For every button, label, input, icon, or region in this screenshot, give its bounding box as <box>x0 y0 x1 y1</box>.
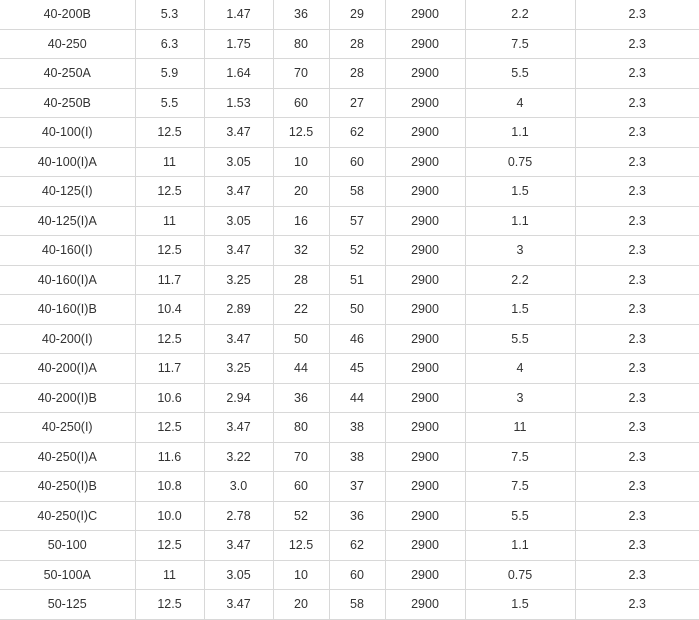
cell-power: 5.5 <box>465 59 575 89</box>
cell-head_value: 1.64 <box>204 59 273 89</box>
table-row <box>0 88 699 118</box>
table-row <box>0 413 699 443</box>
cell-npsh: 2.3 <box>575 354 699 384</box>
cell-model: 40-160(I)A <box>0 265 135 295</box>
cell-speed_value: 20 <box>273 590 329 620</box>
cell-power: 5.5 <box>465 501 575 531</box>
table-row <box>0 324 699 354</box>
cell-flow: 11 <box>135 560 204 590</box>
cell-speed_value: 50 <box>273 324 329 354</box>
cell-npsh: 2.3 <box>575 147 699 177</box>
cell-head_value: 3.25 <box>204 354 273 384</box>
cell-rpm: 2900 <box>385 501 465 531</box>
cell-power: 2.2 <box>465 265 575 295</box>
cell-model: 40-250 <box>0 29 135 59</box>
cell-rpm: 2900 <box>385 0 465 29</box>
cell-npsh: 2.3 <box>575 236 699 266</box>
cell-head_value: 3.47 <box>204 590 273 620</box>
cell-npsh: 2.3 <box>575 560 699 590</box>
cell-rpm: 2900 <box>385 59 465 89</box>
table-row <box>0 560 699 590</box>
cell-speed_value: 60 <box>273 472 329 502</box>
cell-flow: 12.5 <box>135 324 204 354</box>
cell-efficiency: 27 <box>329 88 385 118</box>
table-row <box>0 177 699 207</box>
cell-speed_value: 80 <box>273 29 329 59</box>
cell-flow: 11.6 <box>135 442 204 472</box>
cell-power: 4 <box>465 88 575 118</box>
cell-speed_value: 12.5 <box>273 118 329 148</box>
cell-head_value: 3.47 <box>204 118 273 148</box>
cell-efficiency: 58 <box>329 590 385 620</box>
cell-rpm: 2900 <box>385 560 465 590</box>
cell-flow: 11.7 <box>135 265 204 295</box>
cell-rpm: 2900 <box>385 236 465 266</box>
cell-model: 40-250(I)C <box>0 501 135 531</box>
cell-npsh: 2.3 <box>575 501 699 531</box>
cell-head_value: 3.05 <box>204 206 273 236</box>
cell-head_value: 3.47 <box>204 413 273 443</box>
cell-rpm: 2900 <box>385 413 465 443</box>
cell-speed_value: 36 <box>273 0 329 29</box>
table-row <box>0 442 699 472</box>
table-row <box>0 354 699 384</box>
table-row <box>0 147 699 177</box>
cell-speed_value: 80 <box>273 413 329 443</box>
table-row <box>0 590 699 620</box>
cell-npsh: 2.3 <box>575 324 699 354</box>
cell-head_value: 3.05 <box>204 147 273 177</box>
table-row <box>0 501 699 531</box>
cell-efficiency: 28 <box>329 29 385 59</box>
cell-head_value: 2.78 <box>204 501 273 531</box>
cell-npsh: 2.3 <box>575 118 699 148</box>
cell-flow: 11 <box>135 147 204 177</box>
cell-power: 1.1 <box>465 118 575 148</box>
cell-flow: 11 <box>135 206 204 236</box>
cell-efficiency: 45 <box>329 354 385 384</box>
cell-speed_value: 70 <box>273 59 329 89</box>
cell-model: 40-125(I)A <box>0 206 135 236</box>
cell-model: 40-250A <box>0 59 135 89</box>
cell-power: 1.1 <box>465 531 575 561</box>
cell-model: 40-160(I) <box>0 236 135 266</box>
cell-flow: 10.4 <box>135 295 204 325</box>
cell-rpm: 2900 <box>385 29 465 59</box>
cell-efficiency: 29 <box>329 0 385 29</box>
cell-rpm: 2900 <box>385 118 465 148</box>
cell-flow: 6.3 <box>135 29 204 59</box>
cell-power: 3 <box>465 383 575 413</box>
cell-model: 50-100A <box>0 560 135 590</box>
cell-model: 40-160(I)B <box>0 295 135 325</box>
cell-model: 40-200B <box>0 0 135 29</box>
cell-rpm: 2900 <box>385 472 465 502</box>
cell-model: 40-100(I)A <box>0 147 135 177</box>
table-row <box>0 531 699 561</box>
cell-flow: 12.5 <box>135 590 204 620</box>
table-row <box>0 118 699 148</box>
cell-npsh: 2.3 <box>575 531 699 561</box>
cell-power: 4 <box>465 354 575 384</box>
cell-rpm: 2900 <box>385 324 465 354</box>
cell-npsh: 2.3 <box>575 295 699 325</box>
cell-efficiency: 60 <box>329 560 385 590</box>
cell-rpm: 2900 <box>385 147 465 177</box>
table-row <box>0 29 699 59</box>
cell-npsh: 2.3 <box>575 59 699 89</box>
cell-efficiency: 46 <box>329 324 385 354</box>
cell-model: 40-250(I)A <box>0 442 135 472</box>
table-row <box>0 0 699 29</box>
cell-efficiency: 58 <box>329 177 385 207</box>
cell-head_value: 3.47 <box>204 177 273 207</box>
cell-speed_value: 32 <box>273 236 329 266</box>
cell-efficiency: 52 <box>329 236 385 266</box>
cell-npsh: 2.3 <box>575 472 699 502</box>
cell-rpm: 2900 <box>385 265 465 295</box>
cell-flow: 12.5 <box>135 531 204 561</box>
cell-flow: 5.9 <box>135 59 204 89</box>
cell-model: 40-200(I)A <box>0 354 135 384</box>
cell-head_value: 2.94 <box>204 383 273 413</box>
cell-speed_value: 44 <box>273 354 329 384</box>
cell-model: 40-250(I)B <box>0 472 135 502</box>
cell-flow: 10.6 <box>135 383 204 413</box>
cell-flow: 12.5 <box>135 118 204 148</box>
cell-speed_value: 20 <box>273 177 329 207</box>
cell-head_value: 3.25 <box>204 265 273 295</box>
cell-efficiency: 36 <box>329 501 385 531</box>
table-row <box>0 236 699 266</box>
cell-power: 3 <box>465 236 575 266</box>
cell-model: 40-125(I) <box>0 177 135 207</box>
cell-power: 1.5 <box>465 295 575 325</box>
cell-speed_value: 12.5 <box>273 531 329 561</box>
cell-model: 40-250B <box>0 88 135 118</box>
cell-model: 40-200(I)B <box>0 383 135 413</box>
cell-head_value: 2.89 <box>204 295 273 325</box>
cell-flow: 10.8 <box>135 472 204 502</box>
cell-power: 7.5 <box>465 29 575 59</box>
cell-flow: 5.3 <box>135 0 204 29</box>
cell-power: 2.2 <box>465 0 575 29</box>
cell-power: 5.5 <box>465 324 575 354</box>
cell-power: 11 <box>465 413 575 443</box>
cell-rpm: 2900 <box>385 590 465 620</box>
cell-model: 40-250(I) <box>0 413 135 443</box>
cell-power: 0.75 <box>465 147 575 177</box>
cell-rpm: 2900 <box>385 295 465 325</box>
cell-speed_value: 70 <box>273 442 329 472</box>
cell-power: 1.5 <box>465 177 575 207</box>
cell-power: 1.5 <box>465 590 575 620</box>
cell-efficiency: 50 <box>329 295 385 325</box>
cell-head_value: 1.75 <box>204 29 273 59</box>
cell-speed_value: 28 <box>273 265 329 295</box>
cell-speed_value: 22 <box>273 295 329 325</box>
cell-head_value: 1.53 <box>204 88 273 118</box>
cell-efficiency: 38 <box>329 413 385 443</box>
cell-rpm: 2900 <box>385 531 465 561</box>
cell-efficiency: 37 <box>329 472 385 502</box>
cell-rpm: 2900 <box>385 206 465 236</box>
cell-head_value: 3.05 <box>204 560 273 590</box>
table-row <box>0 206 699 236</box>
cell-model: 40-100(I) <box>0 118 135 148</box>
cell-flow: 12.5 <box>135 177 204 207</box>
cell-efficiency: 57 <box>329 206 385 236</box>
cell-rpm: 2900 <box>385 354 465 384</box>
cell-npsh: 2.3 <box>575 413 699 443</box>
cell-head_value: 3.22 <box>204 442 273 472</box>
cell-flow: 12.5 <box>135 236 204 266</box>
cell-power: 7.5 <box>465 442 575 472</box>
table-row <box>0 295 699 325</box>
cell-efficiency: 28 <box>329 59 385 89</box>
cell-model: 40-200(I) <box>0 324 135 354</box>
cell-npsh: 2.3 <box>575 206 699 236</box>
table-row <box>0 59 699 89</box>
cell-power: 7.5 <box>465 472 575 502</box>
cell-head_value: 3.47 <box>204 236 273 266</box>
cell-head_value: 1.47 <box>204 0 273 29</box>
cell-efficiency: 44 <box>329 383 385 413</box>
cell-speed_value: 36 <box>273 383 329 413</box>
cell-speed_value: 16 <box>273 206 329 236</box>
table-row <box>0 265 699 295</box>
cell-flow: 10.0 <box>135 501 204 531</box>
cell-npsh: 2.3 <box>575 88 699 118</box>
cell-npsh: 2.3 <box>575 590 699 620</box>
cell-npsh: 2.3 <box>575 265 699 295</box>
cell-head_value: 3.47 <box>204 531 273 561</box>
cell-speed_value: 60 <box>273 88 329 118</box>
cell-model: 50-100 <box>0 531 135 561</box>
cell-efficiency: 60 <box>329 147 385 177</box>
cell-efficiency: 51 <box>329 265 385 295</box>
cell-efficiency: 62 <box>329 531 385 561</box>
cell-speed_value: 52 <box>273 501 329 531</box>
cell-speed_value: 10 <box>273 147 329 177</box>
cell-flow: 11.7 <box>135 354 204 384</box>
cell-npsh: 2.3 <box>575 0 699 29</box>
cell-npsh: 2.3 <box>575 177 699 207</box>
cell-rpm: 2900 <box>385 88 465 118</box>
cell-npsh: 2.3 <box>575 383 699 413</box>
cell-rpm: 2900 <box>385 442 465 472</box>
cell-rpm: 2900 <box>385 177 465 207</box>
cell-efficiency: 38 <box>329 442 385 472</box>
cell-npsh: 2.3 <box>575 442 699 472</box>
cell-efficiency: 62 <box>329 118 385 148</box>
table-row <box>0 383 699 413</box>
cell-power: 0.75 <box>465 560 575 590</box>
cell-rpm: 2900 <box>385 383 465 413</box>
cell-npsh: 2.3 <box>575 29 699 59</box>
cell-flow: 5.5 <box>135 88 204 118</box>
cell-flow: 12.5 <box>135 413 204 443</box>
cell-model: 50-125 <box>0 590 135 620</box>
table-row <box>0 472 699 502</box>
cell-power: 1.1 <box>465 206 575 236</box>
cell-head_value: 3.0 <box>204 472 273 502</box>
cell-head_value: 3.47 <box>204 324 273 354</box>
cell-speed_value: 10 <box>273 560 329 590</box>
